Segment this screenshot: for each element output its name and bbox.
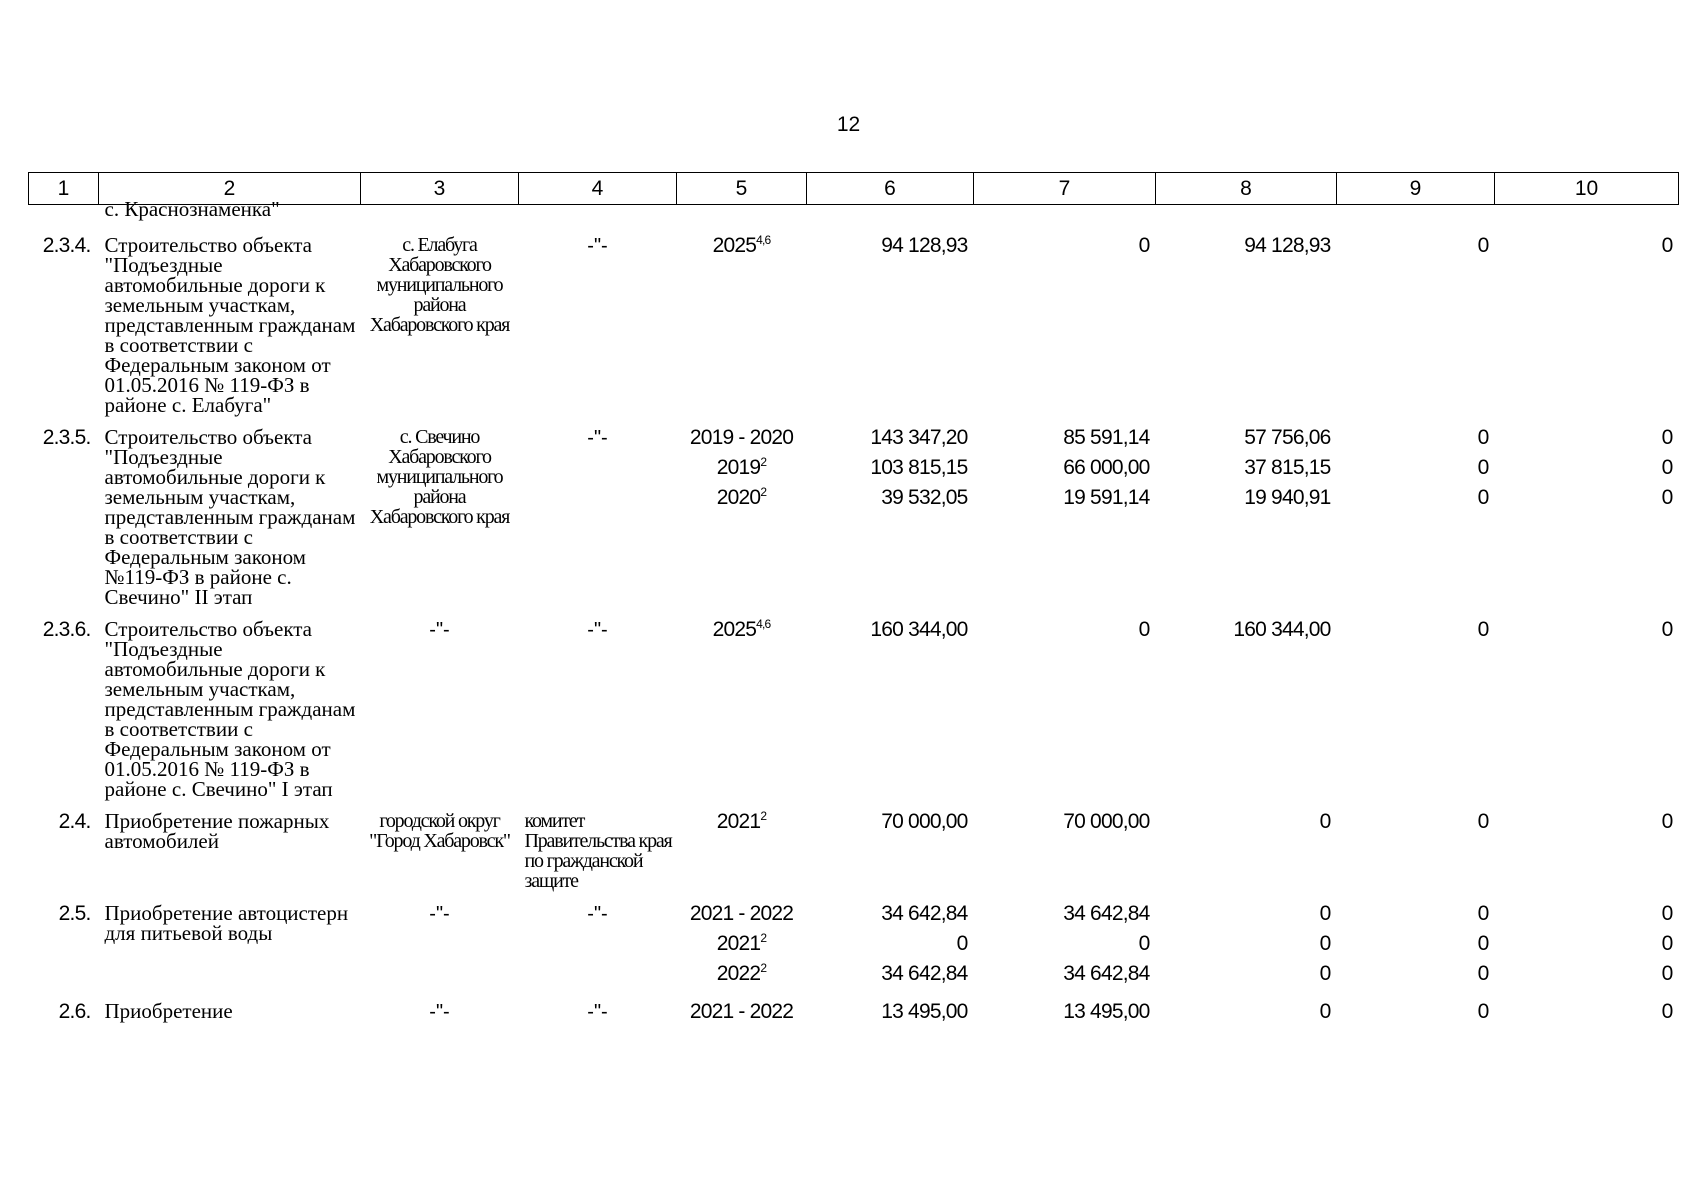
year-value: 2021 - 2022 xyxy=(689,902,794,925)
row-code: 2.3.4. xyxy=(42,234,91,257)
amount-c6: 34 642,84 xyxy=(881,962,968,985)
amount-c10: 0 xyxy=(1661,486,1673,509)
row-code: 2.3.5. xyxy=(42,426,91,449)
row-code: 2.3.6. xyxy=(42,618,91,641)
period-year xyxy=(677,615,807,645)
column-header-9: 9 xyxy=(1337,173,1495,205)
amount-c10: 0 xyxy=(1661,932,1673,955)
row-name: Приобретение пожарных автомобилей xyxy=(104,809,330,853)
row-location: городской округ "Город Хабаровск" xyxy=(369,810,510,852)
row-name: Строительство объекта "Подъездные автомобильные дороги к земельным участкам, представленным гражданам в соответствии с Федеральным законом №119-ФЗ в районе с. Свечино" II этап xyxy=(104,425,356,609)
amount-c10: 0 xyxy=(1661,1000,1673,1023)
period-year xyxy=(677,483,807,513)
amount-c7: 85 591,14 xyxy=(1063,426,1150,449)
row-name: Строительство объекта "Подъездные автомобильные дороги к земельным участкам, представленным гражданам в соответствии с Федеральным законом от 01.05.2016 № 119-ФЗ в районе с. Елабуга" xyxy=(104,233,356,417)
data-table xyxy=(28,172,1679,1027)
year-value: 2022 xyxy=(716,962,761,985)
amount-c8: 94 128,93 xyxy=(1244,234,1331,257)
footnote-mark: 2 xyxy=(760,961,767,975)
year-value: 2019 - 2020 xyxy=(689,426,794,449)
amount-c6: 39 532,05 xyxy=(881,486,968,509)
table-body xyxy=(29,197,1679,1028)
row-location: -"- xyxy=(429,903,450,925)
row-spacer xyxy=(29,891,1679,899)
column-header-8: 8 xyxy=(1156,173,1337,205)
column-header-2: 2 xyxy=(99,173,361,205)
amount-c9: 0 xyxy=(1477,456,1489,479)
amount-c6: 160 344,00 xyxy=(870,618,968,641)
row-executor: -"- xyxy=(587,427,608,449)
amount-c7: 0 xyxy=(1138,618,1150,641)
amount-c7: 34 642,84 xyxy=(1063,902,1150,925)
row-spacer xyxy=(29,989,1679,997)
amount-c10: 0 xyxy=(1661,426,1673,449)
year-value: 2025 xyxy=(712,618,757,641)
amount-c6: 94 128,93 xyxy=(881,234,968,257)
row-code: 2.5. xyxy=(58,902,91,925)
continuation-row xyxy=(29,205,1679,232)
amount-c8: 19 940,91 xyxy=(1244,486,1331,509)
year-value: 2021 xyxy=(716,810,761,833)
amount-c7: 34 642,84 xyxy=(1063,962,1150,985)
column-header-1: 1 xyxy=(29,173,99,205)
amount-c6: 0 xyxy=(956,932,968,955)
period-year xyxy=(677,959,807,989)
amount-c9: 0 xyxy=(1477,618,1489,641)
table-row xyxy=(29,231,1679,415)
column-header-7: 7 xyxy=(974,173,1156,205)
amount-c10: 0 xyxy=(1661,902,1673,925)
amount-c8: 57 756,06 xyxy=(1244,426,1331,449)
amount-c7: 19 591,14 xyxy=(1063,486,1150,509)
column-header-5: 5 xyxy=(677,173,807,205)
row-executor: -"- xyxy=(587,1001,608,1023)
year-value: 2020 xyxy=(716,486,761,509)
period-year xyxy=(677,997,807,1027)
amount-c6: 13 495,00 xyxy=(881,1000,968,1023)
amount-c9: 0 xyxy=(1477,810,1489,833)
page-number: 12 xyxy=(836,113,861,136)
amount-c10: 0 xyxy=(1661,810,1673,833)
row-executor: -"- xyxy=(587,235,608,257)
amount-c8: 0 xyxy=(1319,932,1331,955)
amount-c8: 37 815,15 xyxy=(1244,456,1331,479)
row-location: с. Елабуга Хабаровского муниципального района Хабаровского края xyxy=(369,234,510,336)
row-location: -"- xyxy=(429,1001,450,1023)
row-executor: комитет Правительства края по гражданской защите xyxy=(524,810,672,892)
amount-c7: 0 xyxy=(1138,932,1150,955)
amount-c8: 0 xyxy=(1319,902,1331,925)
amount-c6: 143 347,20 xyxy=(870,426,968,449)
amount-c8: 0 xyxy=(1319,1000,1331,1023)
row-spacer xyxy=(29,415,1679,423)
table-row xyxy=(29,899,1679,989)
amount-c10: 0 xyxy=(1661,234,1673,257)
row-code: 2.6. xyxy=(58,1000,91,1023)
row-location: с. Свечино Хабаровского муниципального района Хабаровского края xyxy=(369,426,510,528)
row-executor: -"- xyxy=(587,903,608,925)
amount-c8: 160 344,00 xyxy=(1233,618,1331,641)
year-value: 2021 xyxy=(716,932,761,955)
period-year xyxy=(677,423,807,453)
column-header-6: 6 xyxy=(807,173,974,205)
amount-c10: 0 xyxy=(1661,962,1673,985)
continuation-text: с. Краснознаменка" xyxy=(104,197,280,221)
amount-c9: 0 xyxy=(1477,902,1489,925)
footnote-mark: 2 xyxy=(760,931,767,945)
table-row xyxy=(29,807,1679,891)
row-name: Строительство объекта "Подъездные автомобильные дороги к земельным участкам, представленным гражданам в соответствии с Федеральным законом от 01.05.2016 № 119-ФЗ в районе с. Свечино" I этап xyxy=(104,617,356,801)
row-code: 2.4. xyxy=(58,810,91,833)
amount-c6: 34 642,84 xyxy=(881,902,968,925)
table-row xyxy=(29,997,1679,1027)
amount-c6: 103 815,15 xyxy=(870,456,968,479)
row-location: -"- xyxy=(429,619,450,641)
amount-c8: 0 xyxy=(1319,962,1331,985)
amount-c10: 0 xyxy=(1661,618,1673,641)
table-row xyxy=(29,423,1679,607)
period-year xyxy=(677,929,807,959)
amount-c9: 0 xyxy=(1477,932,1489,955)
amount-c9: 0 xyxy=(1477,1000,1489,1023)
period-year xyxy=(677,807,807,837)
amount-c9: 0 xyxy=(1477,962,1489,985)
amount-c7: 66 000,00 xyxy=(1063,456,1150,479)
period-year xyxy=(677,231,807,261)
row-spacer xyxy=(29,607,1679,615)
year-value: 2021 - 2022 xyxy=(689,1000,794,1023)
row-executor: -"- xyxy=(587,619,608,641)
footnote-mark: 2 xyxy=(760,809,767,823)
amount-c7: 0 xyxy=(1138,234,1150,257)
amount-c10: 0 xyxy=(1661,456,1673,479)
table-row xyxy=(29,615,1679,799)
amount-c8: 0 xyxy=(1319,810,1331,833)
period-year xyxy=(677,899,807,929)
amount-c7: 13 495,00 xyxy=(1063,1000,1150,1023)
footnote-mark: 4,6 xyxy=(756,617,771,631)
column-header-3: 3 xyxy=(361,173,519,205)
footnote-mark: 4,6 xyxy=(756,233,771,247)
amount-c9: 0 xyxy=(1477,486,1489,509)
column-header-4: 4 xyxy=(519,173,677,205)
column-header-10: 10 xyxy=(1495,173,1679,205)
amount-c6: 70 000,00 xyxy=(881,810,968,833)
row-name: Приобретение xyxy=(104,999,233,1023)
amount-c7: 70 000,00 xyxy=(1063,810,1150,833)
period-year xyxy=(677,453,807,483)
year-value: 2019 xyxy=(716,456,761,479)
footnote-mark: 2 xyxy=(760,485,767,499)
row-name: Приобретение автоцистерн для питьевой воды xyxy=(104,901,349,945)
year-value: 2025 xyxy=(712,234,757,257)
footnote-mark: 2 xyxy=(760,455,767,469)
amount-c9: 0 xyxy=(1477,426,1489,449)
amount-c9: 0 xyxy=(1477,234,1489,257)
